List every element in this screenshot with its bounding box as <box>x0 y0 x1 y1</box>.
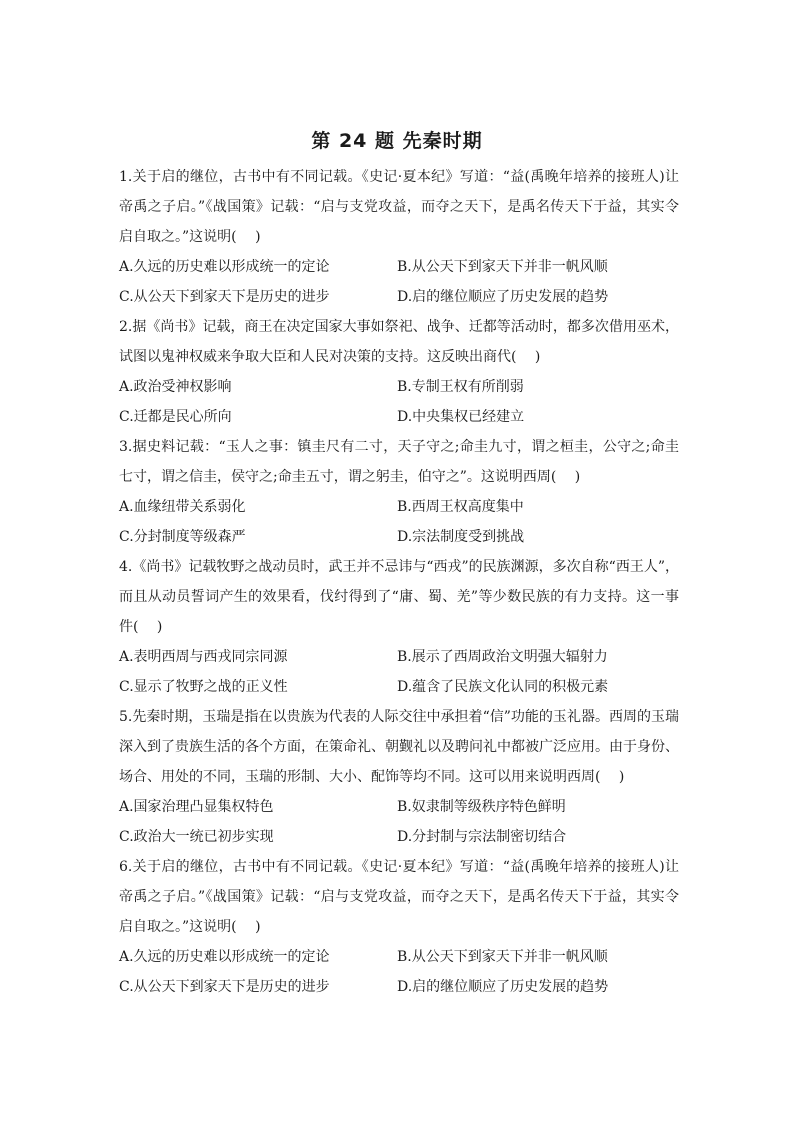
question-stem: 6.关于启的继位，古书中有不同记载。《史记·夏本纪》写道：“益(禹晚年培养的接班人)让帝禹之子启。”《战国策》记载：“启与支党攻益，而夺之天下，是禹名传天下于益，其实令启自取之。”这说明( ) <box>119 859 679 935</box>
option-a: A.表明西周与西戎同宗同源 <box>119 649 288 665</box>
option-d: D.中央集权已经建立 <box>397 409 525 425</box>
question-list <box>119 162 679 1002</box>
option-b: B.从公天下到家天下并非一帆风顺 <box>397 949 608 965</box>
option-d: D.启的继位顺应了历史发展的趋势 <box>397 979 609 995</box>
option-a: A.血缘纽带关系弱化 <box>119 499 246 515</box>
question-stem: 4.《尚书》记载牧野之战动员时，武王并不忌讳与“西戎”的民族渊源，多次自称“西王人”，而且从动员誓词产生的效果看，伐纣得到了“庸、蜀、羌”等少数民族的有力支持。这一事件( ) <box>119 559 679 635</box>
question-stem: 5.先秦时期，玉瑞是指在以贵族为代表的人际交往中承担着“信”功能的玉礼器。西周的玉瑞深入到了贵族生活的各个方面，在策命礼、朝觐礼以及聘问礼中都被广泛应用。由于身份、场合、用处的不同，玉瑞的形制、大小、配饰等均不同。这可以用来说明西周( ) <box>119 709 679 785</box>
option-a: A.久远的历史难以形成统一的定论 <box>119 259 330 275</box>
question-5 <box>119 702 679 852</box>
question-4 <box>119 552 679 702</box>
option-b: B.展示了西周政治文明强大辐射力 <box>397 649 608 665</box>
question-1 <box>119 162 679 312</box>
option-c: C.迁都是民心所向 <box>119 409 232 425</box>
option-c: C.分封制度等级森严 <box>119 529 246 545</box>
option-a: A.国家治理凸显集权特色 <box>119 799 274 815</box>
option-c: C.从公天下到家天下是历史的进步 <box>119 289 330 305</box>
option-c: C.从公天下到家天下是历史的进步 <box>119 979 330 995</box>
option-b: B.从公天下到家天下并非一帆风顺 <box>397 259 608 275</box>
option-c: C.政治大一统已初步实现 <box>119 829 274 845</box>
option-b: B.西周王权高度集中 <box>397 499 524 515</box>
question-2 <box>119 312 679 432</box>
question-options <box>119 642 679 702</box>
option-a: A.政治受神权影响 <box>119 379 232 395</box>
option-d: D.启的继位顺应了历史发展的趋势 <box>397 289 609 305</box>
question-options <box>119 492 679 552</box>
question-options <box>119 252 679 312</box>
option-b: B.奴隶制等级秩序特色鲜明 <box>397 799 566 815</box>
option-b: B.专制王权有所削弱 <box>397 379 524 395</box>
question-options <box>119 372 679 432</box>
question-options <box>119 942 679 1002</box>
page-title: 第 24 题 先秦时期 <box>311 130 483 152</box>
option-d: D.分封制与宗法制密切结合 <box>397 829 567 845</box>
question-3 <box>119 432 679 552</box>
option-d: D.宗法制度受到挑战 <box>397 529 525 545</box>
option-c: C.显示了牧野之战的正义性 <box>119 679 288 695</box>
question-6 <box>119 852 679 1002</box>
option-a: A.久远的历史难以形成统一的定论 <box>119 949 330 965</box>
question-options <box>119 792 679 852</box>
question-stem: 2.据《尚书》记载，商王在决定国家大事如祭祀、战争、迁都等活动时，都多次借用巫术，试图以鬼神权威来争取大臣和人民对决策的支持。这反映出商代( ) <box>119 319 679 365</box>
option-d: D.蕴含了民族文化认同的积极元素 <box>397 679 609 695</box>
question-stem: 1.关于启的继位，古书中有不同记载。《史记·夏本纪》写道：“益(禹晚年培养的接班人)让帝禹之子启。”《战国策》记载：“启与支党攻益，而夺之天下，是禹名传天下于益，其实令启自取之。”这说明( ) <box>119 169 679 245</box>
question-stem: 3.据史料记载：“玉人之事：镇圭尺有二寸，天子守之;命圭九寸，谓之桓圭，公守之;命圭七寸，谓之信圭，侯守之;命圭五寸，谓之躬圭，伯守之”。这说明西周( ) <box>119 439 679 485</box>
